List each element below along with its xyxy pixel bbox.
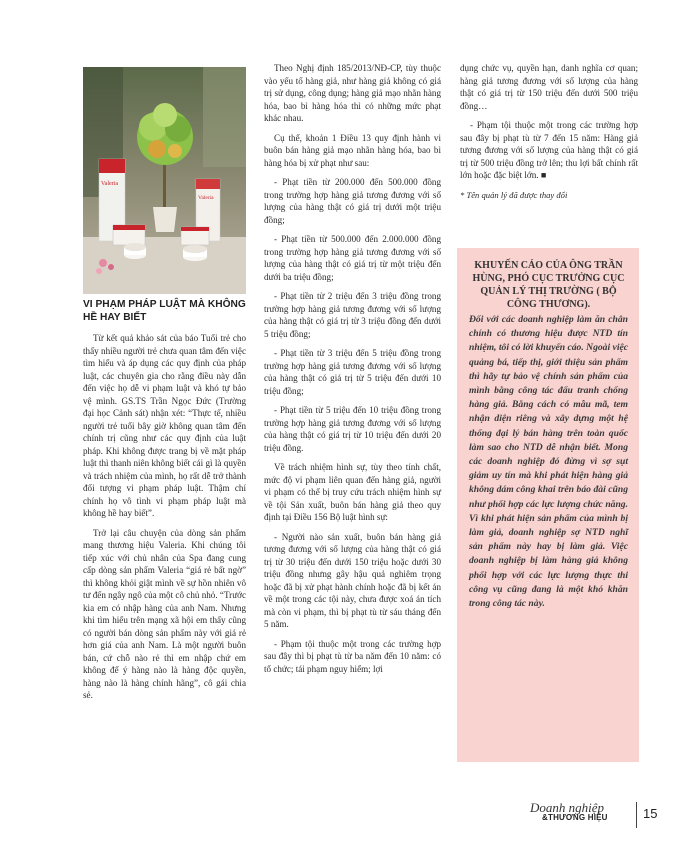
paragraph: - Phạm tội thuộc một trong các trường hợp sau đây bị phạt tù từ 7 đến 15 năm: Hàng giả tương đương với số lượng của hàng thật có giá trị từ 500 triệu đồng trở lên; thu lợi bất chính rất lớn hoặc đặc biệt lớn. ■ xyxy=(460,120,638,180)
paragraph: - Phạt tiền từ 5 triệu đến 10 triệu đồng trong trường hợp hàng giả tương đương với số lượng của hàng thật có giá trị từ 10 triệu đến dưới 20 triệu đồng. xyxy=(264,405,441,453)
box-brand-text: Valeria xyxy=(198,195,214,201)
paragraph: - Phạt tiền từ 2 triệu đến 3 triệu đồng trong trường hợp hàng giả tương đương với số lượng của hàng thật có giá trị từ 3 triệu đồng đến dưới 5 triệu đồng; xyxy=(264,291,441,339)
page-number-divider xyxy=(636,802,637,828)
product-photo-illustration xyxy=(83,67,246,294)
column-1 xyxy=(83,298,246,709)
callout-box xyxy=(457,248,639,762)
section-heading: VI PHẠM PHÁP LUẬT MÀ KHÔNG HỀ HAY BIẾT xyxy=(83,299,246,323)
paragraph: - Phạt tiền từ 3 triệu đến 5 triệu đồng trong trường hợp hàng giả tương đương với số lượng của hàng thật có giá trị từ 5 triệu đến dưới 10 triệu đồng; xyxy=(264,348,441,396)
page-number: 15 xyxy=(643,806,658,821)
callout-title: KHUYẾN CÁO CỦA ÔNG TRẦN HÙNG, PHÓ CỤC TRƯỞNG CỤC QUẢN LÝ THỊ TRƯỜNG ( BỘ CÔNG THƯƠNG). xyxy=(472,260,625,310)
paragraph: Từ kết quả khảo sát của báo Tuổi trẻ cho thấy nhiều người trẻ chưa quan tâm đến việc tìm hiểu và áp dụng các quy định của pháp luật, các chuyên gia cho rằng điều này dẫn đến việc họ dễ vi phạm luật và khó tự bảo vệ mình. GS.TS Trần Ngọc Đức (Trường đại học Cảnh sát) nhận xét: “Thực tế, nhiều người trẻ tuổi bây giờ không quan tâm đến chính trị cũng như các quy định của luật pháp. Khi không được trang bị về mặt pháp luật thì thanh niên không biết cái gì là quyền và trách nhiệm của mình, họ rất dễ trở thành đối tượng vi phạm pháp luật. Thậm chí chính họ vô tình vi phạm pháp luật mà không hề hay biết”. xyxy=(83,333,246,518)
paragraph: - Người nào sản xuất, buôn bán hàng giả tương đương với số lượng của hàng thật có giá trị từ 30 triệu đến dưới 150 triệu hoặc dưới 30 triệu đồng nhưng gây hậu quả nghiêm trọng hoặc đã bị xử phạt hành chính hoặc đã bị kết án về một trong các tội này, chưa được xoá án tích mà còn vi phạm, thì bị phạt tù từ sáu tháng đến 5 năm. xyxy=(264,531,441,629)
paragraph: Về trách nhiệm hình sự, tùy theo tính chất, mức độ vi phạm liên quan đến hàng giả, người vi phạm có thể bị truy cứu trách nhiệm hình sự về tội Sản xuất, buôn bán hàng giả theo quy định tại Điều 156 Bộ luật hình sự: xyxy=(264,462,441,522)
logo-bottom-text: &THƯƠNG HIỆU xyxy=(542,813,608,822)
box-brand-text: Valeria xyxy=(101,181,118,187)
paragraph: - Phạm tội thuộc một trong các trường hợp sau đây thì bị phạt tù từ ba năm đến 10 năm: có tổ chức; tái phạm nguy hiểm; lợi xyxy=(264,638,441,674)
callout-body: Đối với các doanh nghiệp làm ăn chân chính có thương hiệu được NTD tín nhiệm, tôi có lời khuyến cáo. Ngoài việc quảng bá, tiếp thị, giới thiệu sản phẩm thì hãy tự bảo vệ chính sản phẩm của mình bằng công tác đấu tranh chống hàng giả. Bằng cách có mẫu mã, tem nhận diện riêng và xây dựng một hệ thống đại lý bán hàng trên toàn quốc làm sao cho NTD dễ nhận biết. Mong các doanh nghiệp đó đừng vì sợ sụt giảm uy tín mà khi phát hiện hàng giả không dám công khai trên báo đài cũng như phối hợp các lực lượng chức năng. Vì khi phát hiện sản phẩm của mình bị làm giả, doanh nghiệp sợ NTD nghĩ sản phẩm này hay bị làm giả. Việc doanh nghiệp bị làm hàng giả không phối hợp với các lực lượng thực thi công vụ cũng đang là một khó khăn trong công tác này. xyxy=(469,314,628,610)
paragraph: - Phạt tiền từ 500.000 đến 2.000.000 đồng trong trường hợp hàng giả tương đương với số lượng của hàng thật có giá trị từ một triệu đến dưới ba triệu đồng; xyxy=(264,234,441,282)
column-3 xyxy=(460,62,638,209)
column-2 xyxy=(264,62,441,682)
magazine-logo xyxy=(530,800,626,832)
paragraph: Cụ thể, khoản 1 Điều 13 quy định hành vi buôn bán hàng giả mạo nhãn hàng hóa, bao bì hàng hóa bị xử phạt như sau: xyxy=(264,132,441,168)
paragraph: Trở lại câu chuyện của dòng sản phẩm mang thương hiệu Valeria. Khi chúng tôi tiếp xúc với chủ nhân của Spa đang cung cấp dòng sản phẩm Valeria “giá rẻ bất ngờ” thì không khỏi giật mình về sự hồn nhiên vô tư đến ngây ngô của một cô chủ nhỏ. “Trước kia em có nhập hàng của anh Nam. Nhưng khi tìm hiểu trên mạng xã hội em thấy cũng có người bán dòng sản phẩm này với giá rẻ hơn giá của anh Nam. Là một người buôn bán, cứ chỗ nào rẻ thì em nhập chứ em không để ý hàng nào là hàng độc quyền, hàng nào là hàng chính hãng”, cô gái chia sẻ. xyxy=(83,527,246,700)
paragraph: - Phạt tiền từ 200.000 đến 500.000 đồng trong trường hợp hàng giả tương đương với số lượng của hàng thật có giá trị dưới một triệu đồng; xyxy=(264,177,441,225)
paragraph: Theo Nghị định 185/2013/NĐ-CP, tùy thuộc vào yếu tố hàng giả, như hàng giả không có giá trị sử dụng, công dụng; hàng giả mạo nhãn hàng hóa, bao bì hàng hóa thì có những mức phạt khác nhau. xyxy=(264,63,441,123)
logo-top-text: Doanh nghiệp xyxy=(530,800,605,815)
footnote: * Tên quản lý đã được thay đổi xyxy=(460,189,568,200)
paragraph: dụng chức vụ, quyền hạn, danh nghĩa cơ quan; hàng giả tương đương với số lượng của hàng thật có giá trị từ 150 triệu đến dưới 500 triệu đồng… xyxy=(460,63,638,111)
product-photo xyxy=(83,67,246,294)
